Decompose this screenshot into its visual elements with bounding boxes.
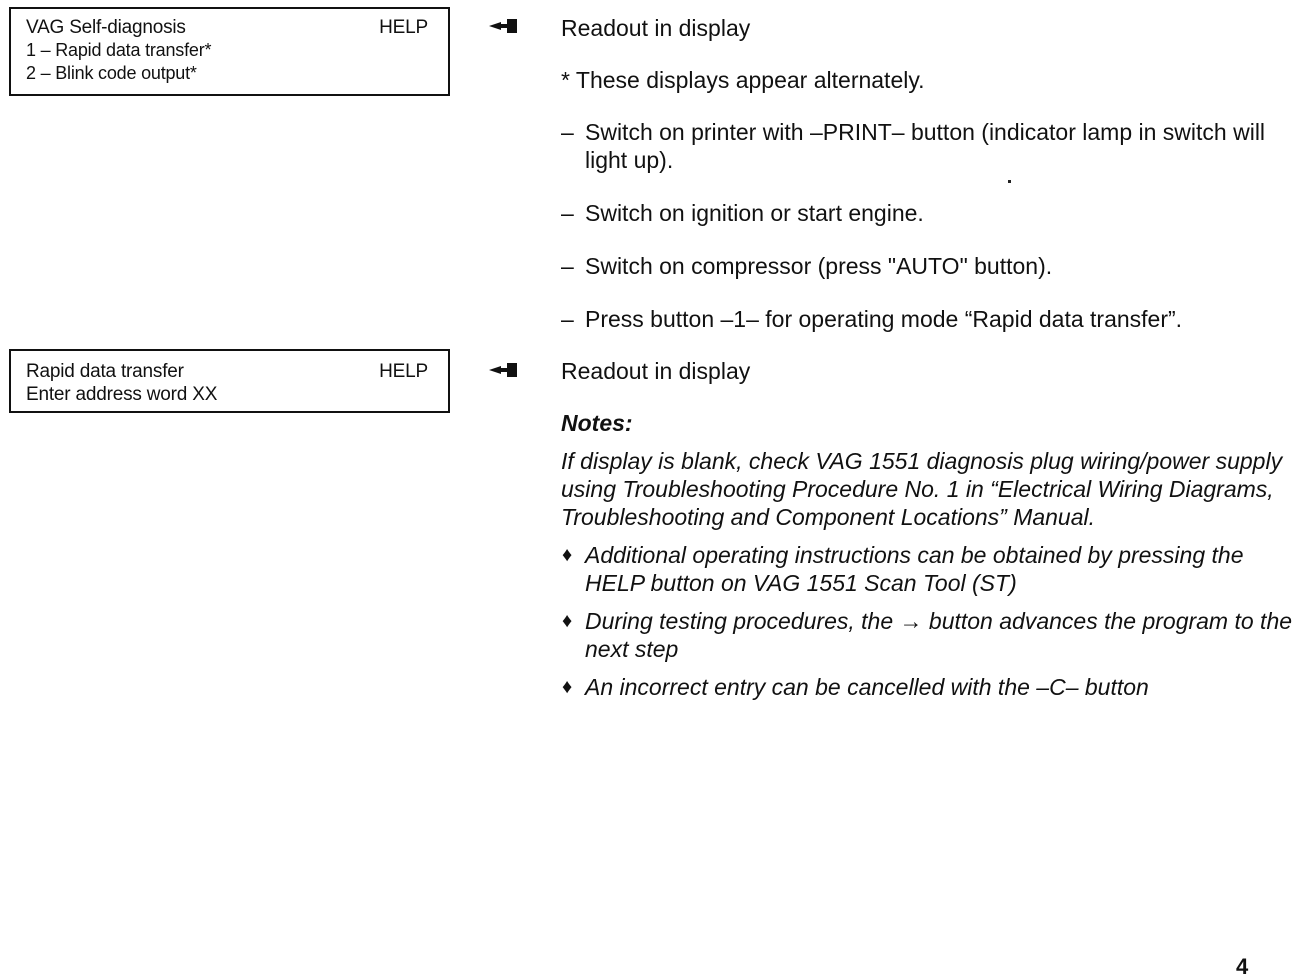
step1-instructions xyxy=(561,14,1296,333)
diamond-bullet-icon: ♦ xyxy=(562,676,573,698)
diamond-bullet-icon: ♦ xyxy=(562,544,573,566)
dash-marker: – xyxy=(561,306,574,332)
instruction-item xyxy=(561,118,1296,174)
page-number: 4 xyxy=(1236,954,1249,979)
pointing-hand-arrow-icon xyxy=(487,18,519,34)
dash-marker: – xyxy=(561,253,574,279)
display-readout-box-self-diagnosis xyxy=(9,7,450,96)
notes-paragraph: If display is blank, check VAG 1551 diagnosis plug wiring/power supply using Troubleshooting Procedure No. 1 in “Electrical Wiring Diagrams, Troubleshooting and Component Locations” Manual. xyxy=(561,448,1283,530)
readout-heading: Readout in display xyxy=(561,358,751,384)
instruction-text: Switch on compressor (press "AUTO" button). xyxy=(585,253,1053,279)
scan-speck xyxy=(1008,180,1011,183)
step2-instructions xyxy=(561,357,1296,701)
note-bullet-item xyxy=(561,607,1296,663)
display-title: VAG Self-diagnosis xyxy=(26,17,186,38)
note-bullet-text: An incorrect entry can be cancelled with the –C– button xyxy=(585,674,1149,700)
dash-marker: – xyxy=(561,200,574,226)
instruction-text: Switch on printer with –PRINT– button (indicator lamp in switch will light up). xyxy=(585,119,1266,173)
instruction-item xyxy=(561,305,1296,333)
pointing-hand-arrow-icon xyxy=(487,362,519,378)
display-help-label: HELP xyxy=(379,361,428,382)
note-bullet-text: During testing procedures, the → button advances the program to the next step xyxy=(585,608,1293,662)
instruction-item xyxy=(561,252,1296,280)
instruction-text: Press button –1– for operating mode “Rapid data transfer”. xyxy=(585,306,1183,332)
diamond-bullet-icon: ♦ xyxy=(562,610,573,632)
note-bullet-text: Additional operating instructions can be obtained by pressing the HELP button on VAG 1551 Scan Tool (ST) xyxy=(585,542,1244,596)
display-line-blink-code-output: 2 – Blink code output* xyxy=(26,63,197,83)
note-bullet-item xyxy=(561,673,1296,701)
display-line-enter-address: Enter address word XX xyxy=(26,384,218,405)
instruction-text: Switch on ignition or start engine. xyxy=(585,200,924,226)
readout-heading: Readout in display xyxy=(561,15,751,41)
display-help-label: HELP xyxy=(379,17,428,38)
notes-heading: Notes: xyxy=(561,410,633,436)
dash-marker: – xyxy=(561,119,574,145)
note-bullet-item xyxy=(561,541,1296,597)
alternate-display-note: * These displays appear alternately. xyxy=(561,67,925,93)
instruction-item xyxy=(561,199,1296,227)
display-readout-box-rapid-data xyxy=(9,349,450,413)
display-line-rapid-data-transfer: 1 – Rapid data transfer* xyxy=(26,40,212,60)
display-title: Rapid data transfer xyxy=(26,361,184,382)
